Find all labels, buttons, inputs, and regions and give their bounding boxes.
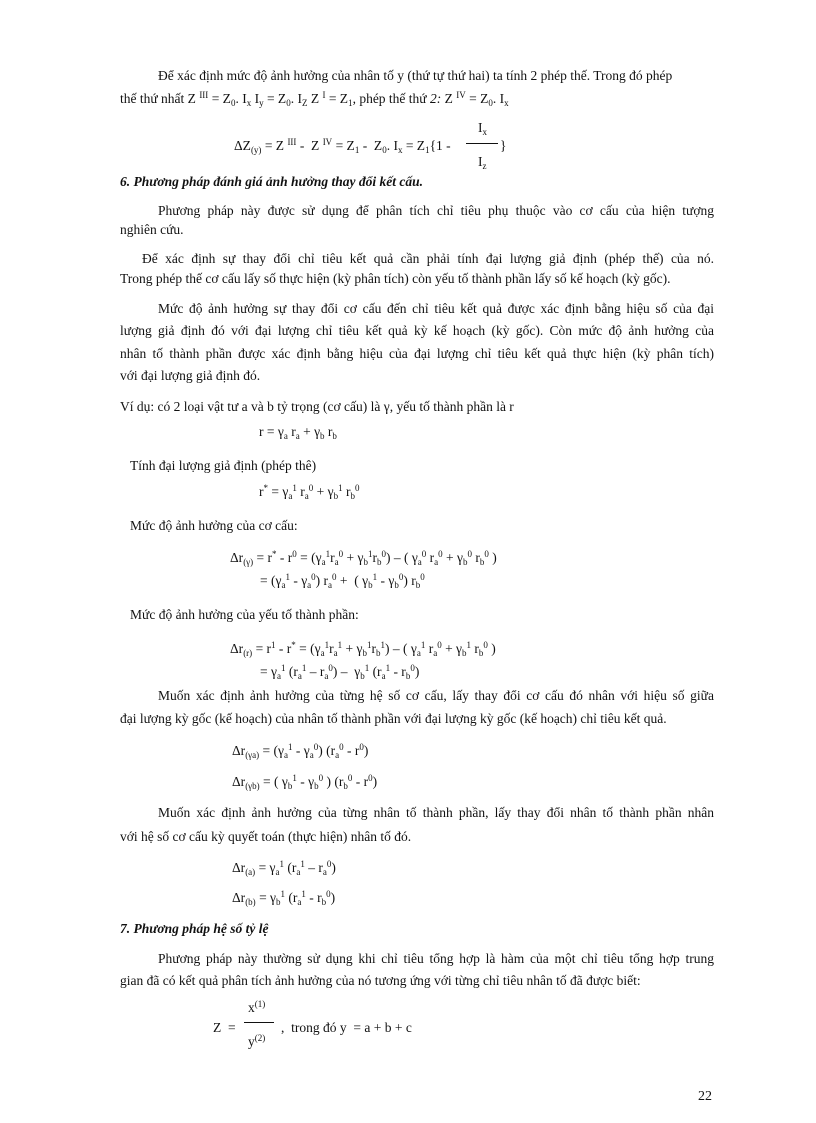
para-7-line-2: gian đã có kết quả phân tích ảnh hưởng của nó tương ứng với từng chỉ tiêu nhân tố đã được biết:	[120, 973, 641, 988]
para-1-line-1: Để xác định mức độ ảnh hưởng của nhân tố y (thứ tự thứ hai) ta tính 2 phép thế. Trong đó phép	[158, 68, 673, 83]
equation-r-a: $\Delta r_{(a)} = \gamma_a^1$ $(r_a^1 - r_a^0)$	[232, 860, 336, 877]
equation-structure-influence: $\Delta r_{(\gamma)} = r^* - r^0 = (\gamma_a^1r_a^0 + \gamma_b^1r_b^0)$ – ( $\gamma_a^0$ $r_a^0 + \gamma_b^0$ $r_b^0$ ) = $(\gamma_a^1 - \gamma_a^0) r_a^0$ + ( $\gamma_b^1 - \gamma_b^0$) $r_b^0$	[230, 549, 497, 590]
section-heading-6: 6. Phương pháp đánh giá ảnh hưởng thay đổi kết cấu.	[120, 174, 423, 189]
para-5-line-1: Muốn xác định ảnh hưởng của từng hệ số cơ cấu, lấy thay đổi cơ cấu đó nhân với hiệu số giữa	[158, 688, 714, 703]
equation-delta-z: $\Delta Z_{(y)} = Z$ $^{III}$ - Z $^{IV} = Z_1 - Z_0$. $I_x = Z_1\{1$ - $I_x$ $I_z$ }	[234, 120, 507, 171]
equation-r: $r = \gamma_a$ $r_a + \gamma_b$ $r_b$	[259, 424, 337, 441]
component-influence-label: Mức độ ảnh hưởng của yếu tố thành phần:	[130, 607, 359, 622]
para-3-line-2: Trong phép thế cơ cấu lấy số thực hiện (kỳ phân tích) còn yếu tố thành phần lấy số kế hoạch (kỳ gốc).	[120, 271, 671, 286]
assumed-value-label: Tính đại lượng giả định (phép thê)	[130, 458, 317, 473]
equation-gamma-a: $\Delta r_{(\gamma a)} = (\gamma_a^1 - \gamma_a^0)$ $(r_a^0 - r^0)$	[232, 743, 369, 760]
structure-influence-label: Mức độ ảnh hưởng của cơ cấu:	[130, 518, 298, 533]
para-4-line-2: lượng giả định đó với đại lượng chỉ tiêu kết quả kỳ kế hoạch (kỳ gốc). Còn mức độ ảnh hưởng của	[120, 323, 714, 338]
equation-r-b: $\Delta r_{(b)} = \gamma_b^1$ $(r_a^1 - r_b^0)$	[232, 890, 336, 907]
equation-r-star: $r^* = \gamma_a^1$ $r_a^0 + \gamma_b^1$ $r_b^0$	[259, 484, 360, 501]
example-line: Ví dụ: có 2 loại vật tư a và b tỷ trọng (cơ cấu) là γ, yếu tố thành phần là r	[120, 399, 514, 414]
para-5-line-2: đại lượng kỳ gốc (kế hoạch) của nhân tố thành phần với đại lượng kỳ gốc (kế hoạch) chỉ tiêu kết quả.	[120, 711, 667, 726]
para-3-line-1: Để xác định sự thay đổi chỉ tiêu kết quả cần phải tính đại lượng giả định (phép thế) của nó.	[142, 251, 714, 266]
para-7-line-1: Phương pháp này thường sử dụng khi chỉ tiêu tổng hợp là hàm của một chỉ tiêu tổng hợp trung	[158, 951, 714, 966]
para-6-line-2: với hệ số cơ cấu kỳ quyết toán (thực hiện) nhân tố đó.	[120, 829, 412, 844]
equation-z: Z = $x^{(1)}$ $y^{(2)}$ , trong đó y = a + b + c	[213, 1000, 412, 1049]
equation-gamma-b: $\Delta r_{(\gamma b)}$ = ( $\gamma_b^1 - \gamma_b^0$ ) $(r_b^0 - r^0)$	[232, 774, 378, 791]
para-2-line-1: Phương pháp này được sử dụng để phân tích chỉ tiêu phụ thuộc vào cơ cấu của hiện tượng	[158, 203, 714, 218]
para-4-line-4: với đại lượng giả định đó.	[120, 368, 261, 383]
fraction-bar-z	[244, 1022, 274, 1023]
para-4-line-1: Mức độ ảnh hưởng sự thay đổi cơ cấu đến chỉ tiêu kết quả được xác định bằng hiệu số của đại	[158, 301, 714, 316]
fraction-bar	[466, 143, 498, 144]
section-heading-7: 7. Phương pháp hệ số tỷ lệ	[120, 921, 269, 936]
page-number: 22	[698, 1089, 712, 1104]
equation-component-influence: $\Delta r_{(r)} = r^1 - r^* = (\gamma_a^1r_a^1 + \gamma_b^1r_b^1)$ – ( $\gamma_a^1$ $r_a^0 + \gamma_b^1$ $r_b^0$ ) = $\gamma_a^1$ $(r_a^1 - r_a^0) - \gamma_b^1$ $(r_a^1 - r_b^0)$	[230, 640, 496, 681]
para-2-line-2: nghiên cứu.	[120, 222, 184, 237]
para-4-line-3: nhân tố thành phần được xác định bằng hiệu của đại lượng chỉ tiêu kết quả thực hiện (kỳ phân tích)	[120, 346, 714, 361]
para-6-line-1: Muốn xác định ảnh hưởng của từng nhân tố thành phần, lấy thay đổi nhân tố thành phần nhân	[158, 805, 714, 820]
para-1-line-2: thế thứ nhất Z $^{III} = Z_0$. $I_x$ $I_y = Z_0$. $I_Z$ Z $^I = Z_1$, phép thế thứ 2: Z $^{IV} = Z_0$. $I_x$	[120, 90, 509, 108]
